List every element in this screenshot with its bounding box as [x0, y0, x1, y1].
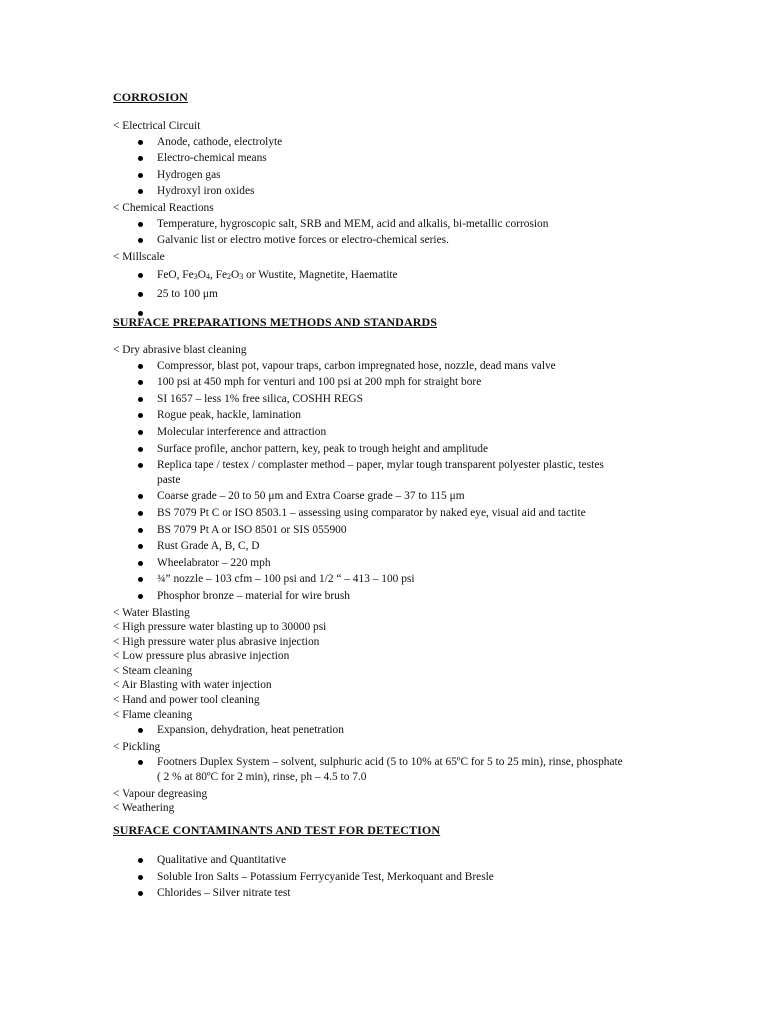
list-item: Phosphor bronze – material for wire brush: [113, 589, 728, 604]
list-item: Temperature, hygroscopic salt, SRB and MEM, acid and alkalis, bi-metallic corrosion: [113, 217, 728, 232]
bullet-icon: [138, 140, 143, 145]
list-item: Electro-chemical means: [113, 151, 728, 166]
list-item: BS 7079 Pt C or ISO 8503.1 – assessing using comparator by naked eye, visual aid and tactite: [113, 506, 728, 521]
label-pickling: < Pickling: [113, 740, 161, 753]
method-line: < Air Blasting with water injection: [113, 679, 272, 692]
bullet-icon: [138, 891, 143, 896]
label-electrical-circuit: < Electrical Circuit: [113, 120, 201, 132]
bullet-icon: [138, 858, 143, 863]
section-surface-contaminants: [113, 852, 728, 903]
label-millscale: < Millscale: [113, 250, 165, 263]
bullet-icon: [138, 413, 143, 418]
method-line: < Low pressure plus abrasive injection: [113, 650, 290, 663]
list-item: Anode, cathode, electrolyte: [113, 135, 728, 150]
list-item: Hydrogen gas: [113, 168, 728, 183]
bullet-icon: [138, 447, 143, 452]
list-item: Expansion, dehydration, heat penetration: [113, 723, 728, 738]
list-item: Chlorides – Silver nitrate test: [113, 886, 728, 901]
list-item: Replica tape / testex / complaster method – paper, mylar tough transparent polyester plastic, testes paste: [113, 458, 728, 487]
list-item: Molecular interference and attraction: [113, 425, 728, 440]
bullet-icon: [138, 397, 143, 402]
bullet-icon: [138, 189, 143, 194]
label-weathering: < Weathering: [113, 802, 175, 815]
list-item: Compressor, blast pot, vapour traps, carbon impregnated hose, nozzle, dead mans valve: [113, 359, 728, 374]
method-line: < Steam cleaning: [113, 664, 193, 677]
list-item: [113, 268, 728, 283]
bullet-icon: [138, 760, 143, 765]
list-item: Soluble Iron Salts – Potassium Ferrycyanide Test, Merkoquant and Bresle: [113, 870, 728, 885]
list-item: Wheelabrator – 220 mph: [113, 556, 728, 571]
heading-corrosion: CORROSION: [113, 90, 188, 104]
bullet-icon: [138, 173, 143, 178]
bullet-icon: [138, 273, 143, 278]
section-surface-preparations: [113, 343, 728, 816]
list-item: SI 1657 – less 1% free silica, COSHH REGS: [113, 392, 728, 407]
method-line: < Water Blasting: [113, 606, 190, 619]
bullet-icon: [138, 463, 143, 468]
bullet-icon: [138, 544, 143, 549]
label-dry-abrasive: < Dry abrasive blast cleaning: [113, 344, 247, 356]
bullet-icon: [138, 364, 143, 369]
list-item: Surface profile, anchor pattern, key, peak to trough height and amplitude: [113, 442, 728, 457]
bullet-icon: [138, 594, 143, 599]
bullet-icon: [138, 577, 143, 582]
bullet-icon: [138, 238, 143, 243]
list-item: 100 psi at 450 mph for venturi and 100 psi at 200 mph for straight bore: [113, 375, 728, 390]
bullet-icon: [138, 494, 143, 499]
list-item: Coarse grade – 20 to 50 μm and Extra Coarse grade – 37 to 115 μm: [113, 489, 728, 504]
list-item: Galvanic list or electro motive forces or electro-chemical series.: [113, 233, 728, 248]
list-item: Hydroxyl iron oxides: [113, 184, 728, 199]
iron-oxides-text: FeO, $Fe_3O_4$, $Fe_2O_3$ or Wustite, Magnetite, Haematite: [157, 269, 398, 282]
bullet-icon: [138, 875, 143, 880]
method-line: < Hand and power tool cleaning: [113, 694, 260, 707]
bullet-icon: [138, 292, 143, 297]
bullet-icon: [138, 528, 143, 533]
bullet-icon: [138, 511, 143, 516]
list-item: Rust Grade A, B, C, D: [113, 539, 728, 554]
list-item: BS 7079 Pt A or ISO 8501 or SIS 055900: [113, 523, 728, 538]
label-chemical-reactions: < Chemical Reactions: [113, 201, 214, 214]
bullet-icon: [138, 430, 143, 435]
method-line: < High pressure water plus abrasive injection: [113, 635, 320, 648]
list-item: Footners Duplex System – solvent, sulphuric acid (5 to 10% at 65ºC for 5 to 25 min), rinse, phosphate ( 2 % at 80ºC for 2 min), rinse, ph – 4.5 to 7.0: [113, 755, 728, 784]
bullet-icon: [138, 222, 143, 227]
section-corrosion: [113, 119, 728, 322]
heading-surface-preparations: SURFACE PREPARATIONS METHODS AND STANDARDS: [113, 315, 438, 329]
bullet-icon: [138, 728, 143, 733]
heading-surface-contaminants: SURFACE CONTAMINANTS AND TEST FOR DETECTION: [113, 823, 441, 837]
list-item: ¾” nozzle – 103 cfm – 100 psi and 1/2 “ – 413 – 100 psi: [113, 572, 728, 587]
bullet-icon: [138, 561, 143, 566]
bullet-icon: [138, 380, 143, 385]
bullet-icon: [138, 156, 143, 161]
list-item: Qualitative and Quantitative: [113, 853, 728, 868]
label-vapour-degreasing: < Vapour degreasing: [113, 787, 208, 800]
method-line: < Flame cleaning: [113, 708, 193, 721]
method-line: < High pressure water blasting up to 30000 psi: [113, 621, 327, 634]
list-item: 25 to 100 μm: [113, 287, 728, 302]
list-item: Rogue peak, hackle, lamination: [113, 408, 728, 423]
